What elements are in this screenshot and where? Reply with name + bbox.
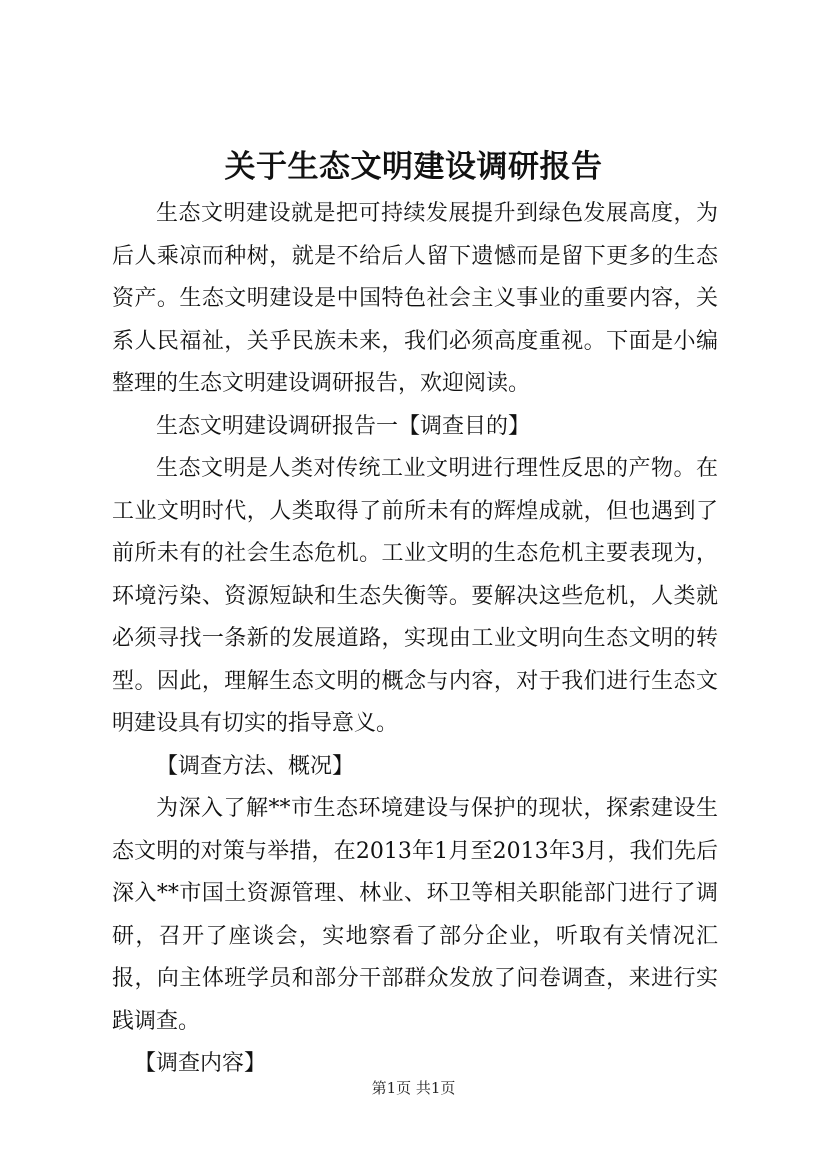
section-heading-content: 【调查内容】 — [134, 1051, 267, 1076]
intro-paragraph: 生态文明建设就是把可持续发展提升到绿色发展高度，为后人乘凉而种树，就是不给后人留下遗憾而是留下更多的生态资产。生态文明建设是中国特色社会主义事业的重要内容，关系人民福祉，关乎民族未来，我们必须高度重视。下面是小编整理的生态文明建设调研报告，欢迎阅读。 — [112, 201, 718, 396]
section-heading-method: 【调查方法、概况】 — [156, 753, 355, 779]
method-paragraph: 为深入了解**市生态环境建设与保护的现状，探索建设生态文明的对策与举措，在2013年1月至2013年3月，我们先后深入**市国土资源管理、林业、环卫等相关职能部门进行了调研，召开了座谈会，实地察看了部分企业，听取有关情况汇报，向主体班学员和部分干部群众发放了问卷调查，来进行实践调查。 — [112, 796, 718, 1034]
section-heading-purpose: 生态文明建设调研报告一【调查目的】 — [156, 413, 531, 439]
purpose-paragraph: 生态文明是人类对传统工业文明进行理性反思的产物。在工业文明时代，人类取得了前所未有的辉煌成就，但也遇到了前所未有的社会生态危机。工业文明的生态危机主要表现为，环境污染、资源短缺和生态失衡等。要解决这些危机，人类就必须寻找一条新的发展道路，实现由工业文明向生态文明的转型。因此，理解生态文明的概念与内容，对于我们进行生态文明建设具有切实的指导意义。 — [112, 456, 718, 736]
page-footer: 第1页 共1页 — [371, 1079, 456, 1097]
document-title: 关于生态文明建设调研报告 — [224, 149, 603, 185]
document-body — [112, 193, 718, 1086]
